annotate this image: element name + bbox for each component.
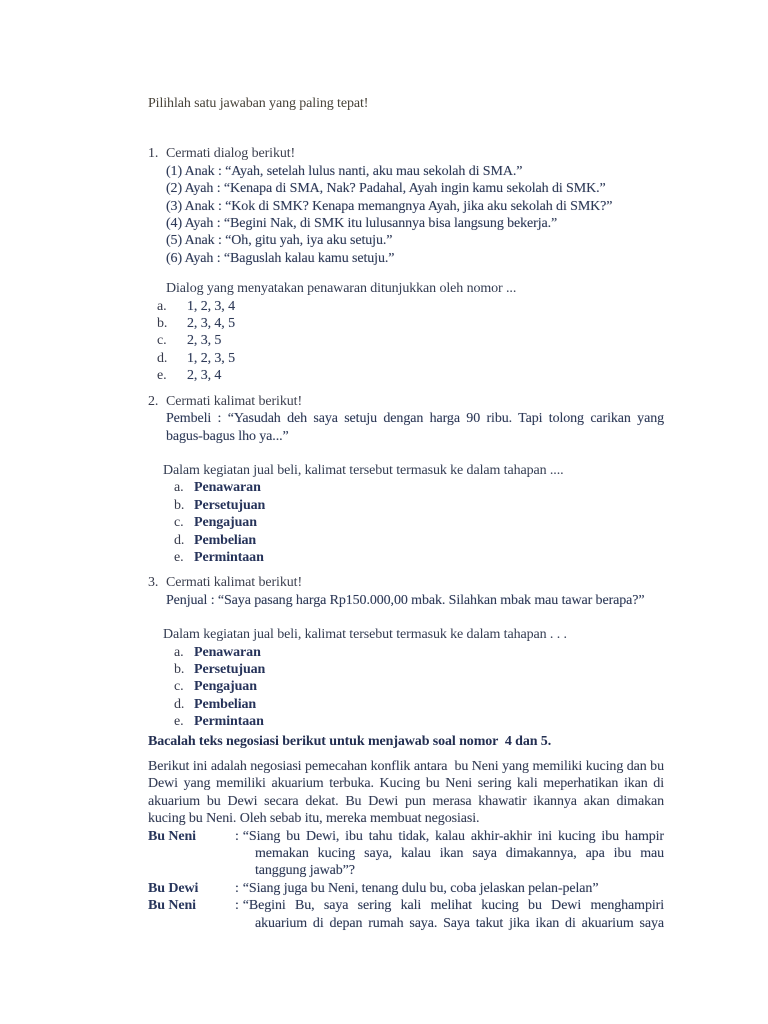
speaker-name: Bu Neni — [148, 828, 196, 844]
dialogue-text — [235, 897, 664, 932]
question-2-options — [174, 479, 664, 566]
question-1-text: Dialog yang menyatakan penawaran ditunjukkan oleh nomor ... — [166, 281, 517, 297]
option-letter: e. — [157, 368, 167, 384]
option-a — [174, 644, 664, 661]
dialogue-quote: “Siang juga bu Neni, tenang dulu bu, coba jelaskan pelan-pelan” — [242, 880, 599, 896]
question-3-prompt: Cermati kalimat berikut! — [166, 575, 303, 591]
dialog-line: (5) Anak : “Oh, gitu yah, iya aku setuju.” — [166, 233, 393, 249]
instruction-text: Pilihlah satu jawaban yang paling tepat! — [148, 96, 369, 111]
colon: : — [235, 880, 239, 896]
colon: : — [235, 898, 239, 914]
question-1-prompt: Cermati dialog berikut! — [166, 146, 296, 162]
option-a — [174, 479, 664, 496]
dialogue-row — [148, 880, 664, 897]
option-value: Permintaan — [194, 714, 264, 730]
option-value: Pembelian — [194, 532, 257, 548]
colon: : — [235, 828, 239, 844]
option-letter: c. — [174, 679, 184, 695]
option-value: Pembelian — [194, 696, 257, 712]
option-letter: e. — [174, 714, 184, 730]
option-d — [174, 696, 664, 713]
passage-intro: Berikut ini adalah negosiasi pemecahan konflik antara bu Neni yang memiliki kucing dan bu Dewi yang memiliki akuarium terbuka. Kucing bu Neni sering kali meperhatikan ikan di akuarium bu Dewi secara dekat. Bu Dewi pun merasa khawatir ikannya akan dimakan kucing bu Neni. Oleh sebab itu, mereka membuat negosiasi. — [148, 759, 668, 827]
option-letter: e. — [174, 549, 184, 565]
option-c — [174, 678, 664, 695]
section-heading: Bacalah teks negosiasi berikut untuk menjawab soal nomor 4 dan 5. — [148, 733, 552, 749]
document-content — [148, 95, 668, 932]
option-letter: c. — [157, 333, 167, 349]
option-value: 2, 3, 4, 5 — [187, 316, 236, 332]
option-letter: d. — [174, 532, 185, 548]
dialogue-row — [148, 897, 664, 932]
question-1-options — [157, 298, 664, 385]
option-d — [174, 532, 664, 549]
question-2-prompt: Cermati kalimat berikut! — [166, 393, 303, 409]
option-b — [174, 661, 664, 678]
dialogue-quote: “Siang bu Dewi, ibu tahu tidak, kalau akhir-akhir ini kucing ibu hampir memakan kucing saya, kalau ikan saya dimakannya, apa ibu mau tanggung jawab”? — [242, 828, 664, 879]
option-letter: a. — [157, 298, 167, 314]
dialog-line: (2) Ayah : “Kenapa di SMA, Nak? Padahal, Ayah ingin kamu sekolah di SMK.” — [166, 181, 606, 197]
option-letter: b. — [157, 316, 168, 332]
option-value: Pengajuan — [194, 679, 257, 695]
question-1 — [148, 145, 664, 384]
option-value: 1, 2, 3, 5 — [187, 350, 236, 366]
question-3-number: 3. — [148, 575, 159, 591]
option-value: Persetujuan — [194, 497, 266, 513]
question-3 — [148, 574, 664, 730]
option-e — [174, 713, 664, 730]
option-c — [157, 332, 664, 349]
option-e — [174, 549, 664, 566]
dialog-line: (6) Ayah : “Baguslah kalau kamu setuju.” — [166, 250, 395, 266]
question-2 — [148, 393, 664, 567]
question-3-text: Dalam kegiatan jual beli, kalimat tersebut termasuk ke dalam tahapan . . . — [163, 627, 567, 643]
question-2-text: Dalam kegiatan jual beli, kalimat tersebut termasuk ke dalam tahapan .... — [163, 462, 564, 478]
option-value: Penawaran — [194, 480, 261, 496]
option-value: Penawaran — [194, 644, 261, 660]
option-letter: d. — [157, 350, 168, 366]
option-value: 1, 2, 3, 4 — [187, 298, 236, 314]
option-a — [157, 298, 664, 315]
speaker-name: Bu Neni — [148, 898, 196, 914]
speaker-name: Bu Dewi — [148, 880, 199, 896]
option-e — [157, 367, 664, 384]
question-3-quote: Penjual : “Saya pasang harga Rp150.000,00 mbak. Silahkan mbak mau tawar berapa?” — [166, 592, 645, 608]
option-b — [174, 497, 664, 514]
option-value: Pengajuan — [194, 515, 257, 531]
option-letter: a. — [174, 644, 184, 660]
question-2-number: 2. — [148, 393, 159, 409]
option-b — [157, 315, 664, 332]
dialogue-quote: “Begini Bu, saya sering kali melihat kucing bu Dewi menghampiri akuarium di depan rumah saya. Saya takut jika ikan di akuarium saya — [242, 898, 664, 931]
dialog-line: (1) Anak : “Ayah, setelah lulus nanti, aku mau sekolah di SMA.” — [166, 163, 523, 179]
dialogue-row — [148, 828, 664, 880]
option-letter: b. — [174, 661, 185, 677]
option-value: Persetujuan — [194, 661, 266, 677]
option-value: 2, 3, 5 — [187, 333, 222, 349]
question-3-options — [174, 644, 664, 731]
option-value: 2, 3, 4 — [187, 368, 222, 384]
option-letter: b. — [174, 497, 185, 513]
option-c — [174, 514, 664, 531]
dialog-line: (3) Anak : “Kok di SMK? Kenapa memangnya Ayah, jika aku sekolah di SMK?” — [166, 198, 613, 214]
option-letter: a. — [174, 480, 184, 496]
option-value: Permintaan — [194, 549, 264, 565]
dialogue-text — [235, 880, 664, 897]
option-letter: d. — [174, 696, 185, 712]
question-1-body — [166, 145, 664, 267]
question-3-body — [166, 574, 664, 591]
question-2-quote: Pembeli : “Yasudah deh saya setuju dengan harga 90 ribu. Tapi tolong carikan yang bagus-bagus lho ya...” — [166, 411, 664, 444]
dialogue-text — [235, 828, 664, 880]
option-letter: c. — [174, 515, 184, 531]
question-1-number: 1. — [148, 146, 159, 162]
question-2-body — [166, 393, 664, 410]
dialog-line: (4) Ayah : “Begini Nak, di SMK itu lulusannya bisa langsung bekerja.” — [166, 216, 558, 232]
option-d — [157, 350, 664, 367]
